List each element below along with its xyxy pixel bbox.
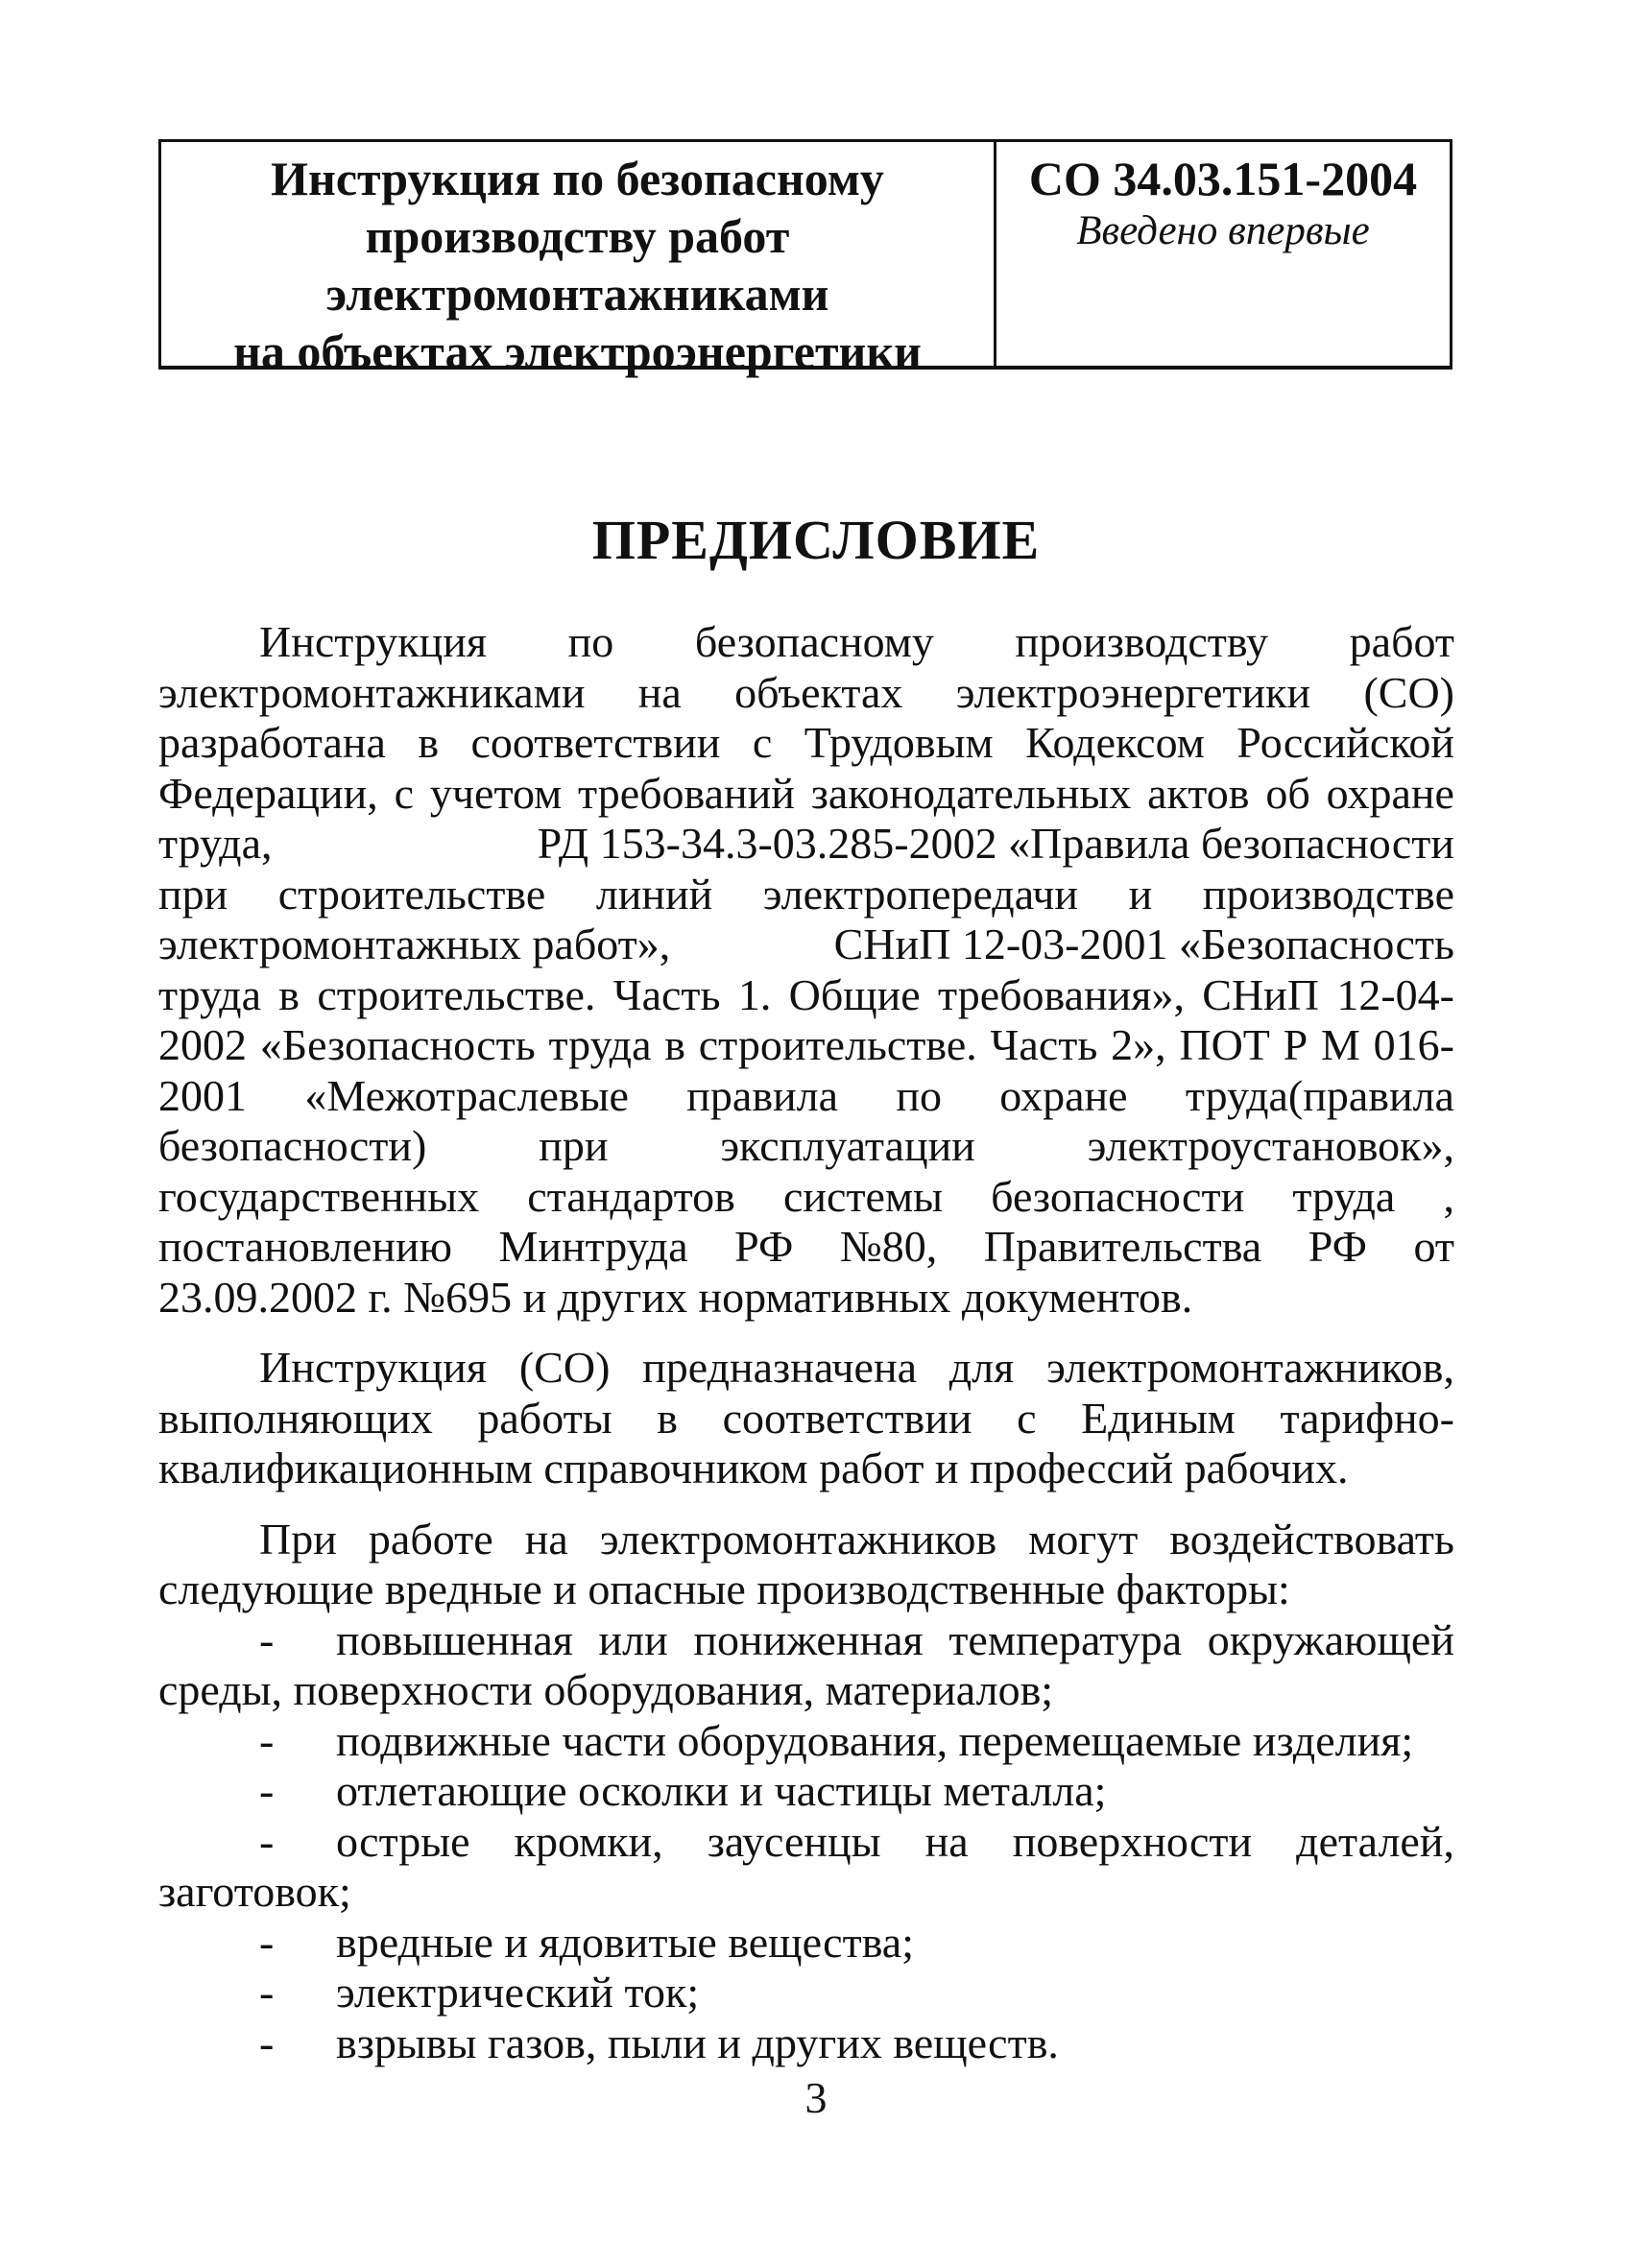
- word: от: [1413, 1222, 1454, 1271]
- word: электропередачи: [762, 869, 1079, 919]
- body-text: [158, 617, 1454, 2068]
- word: объектах: [734, 667, 903, 717]
- word: электромонтажных работ»,: [158, 919, 671, 968]
- text-line: [158, 919, 1454, 970]
- word: труда,: [158, 819, 273, 868]
- list-item: [158, 1817, 1454, 1868]
- word: на: [924, 1816, 969, 1866]
- paragraph-1-last-line: 23.09.2002 г. №695 и других нормативных документов.: [158, 1272, 1193, 1322]
- text-line: [158, 1343, 1454, 1394]
- word: 2001: [158, 1070, 247, 1120]
- word: труда: [1292, 1171, 1396, 1221]
- word: Федерации,: [158, 768, 378, 818]
- word: РФ: [734, 1222, 794, 1271]
- word: с: [394, 768, 415, 818]
- word: Р: [1283, 1020, 1308, 1069]
- word: 2002: [158, 1020, 247, 1069]
- bullet-dash: -: [259, 1917, 275, 1967]
- word: с: [1017, 1393, 1037, 1443]
- word: ПОТ: [1179, 1020, 1270, 1069]
- word: предназначена: [642, 1343, 917, 1392]
- list-item-continuation: заготовок;: [158, 1867, 351, 1916]
- word: поверхности: [1012, 1816, 1253, 1866]
- page-title: ПРЕДИСЛОВИЕ: [591, 509, 1041, 571]
- word: СНиП: [1202, 969, 1320, 1019]
- word: об: [1265, 768, 1310, 818]
- word: Часть: [612, 969, 721, 1019]
- word: законодательных: [810, 768, 1132, 818]
- word: Инструкция: [259, 1343, 488, 1392]
- text-line: [158, 769, 1454, 820]
- text-line: [158, 870, 1454, 920]
- word: безопасному: [694, 617, 934, 666]
- bullet-dash: -: [259, 1968, 275, 2017]
- word: требования»,: [938, 969, 1185, 1019]
- word: линий: [595, 869, 713, 919]
- word: №80,: [839, 1222, 938, 1271]
- bullet-dash: -: [259, 1614, 275, 1664]
- word: температура: [948, 1614, 1183, 1664]
- word: 2»,: [1111, 1020, 1166, 1069]
- word: работ: [1349, 617, 1454, 666]
- word: электромонтажников: [599, 1514, 997, 1564]
- word: актов: [1147, 768, 1250, 818]
- header-title-line: на объектах электроэнергетики: [233, 324, 922, 378]
- word: Российской: [1236, 718, 1454, 767]
- list-item-text: [336, 1817, 1454, 1868]
- text-line: [158, 1394, 1454, 1444]
- text-line: [158, 617, 1454, 668]
- word: деталей,: [1296, 1816, 1454, 1866]
- word: и: [1128, 869, 1153, 919]
- word: окружающей: [1207, 1614, 1454, 1664]
- word: СНиП 12-03-2001 «Безопасность: [833, 919, 1454, 968]
- word: по: [896, 1070, 942, 1120]
- word: работе: [368, 1514, 493, 1564]
- paragraph-1: [158, 617, 1454, 1273]
- word: разработана: [158, 718, 386, 767]
- word: Единым: [1081, 1393, 1236, 1443]
- word: учетом: [429, 768, 563, 818]
- word: электроэнергетики: [955, 667, 1311, 717]
- word: эксплуатации: [720, 1121, 975, 1170]
- word: строительстве.: [698, 1020, 977, 1069]
- word: на: [637, 667, 682, 717]
- list-item: [158, 1918, 1454, 1969]
- word: охране: [1326, 768, 1454, 818]
- word: или: [598, 1614, 668, 1664]
- header-code-cell: [996, 142, 1450, 366]
- word: постановлению: [158, 1222, 452, 1271]
- word: заусенцы: [707, 1816, 881, 1866]
- list-item-text: вредные и ядовитые вещества;: [336, 1917, 914, 1967]
- header-title-cell: [161, 142, 996, 378]
- word: Часть: [990, 1020, 1098, 1069]
- word: соответствии: [722, 1393, 972, 1443]
- word: в: [664, 1020, 685, 1069]
- word: Инструкция: [259, 617, 488, 666]
- word: труда(правила: [1185, 1070, 1454, 1120]
- header-table: [158, 139, 1452, 378]
- page-number: 3: [804, 2073, 828, 2122]
- document-code: СО 34.03.151-2004: [1028, 152, 1418, 205]
- header-title-line: производству работ: [365, 209, 790, 263]
- word: выполняющих: [158, 1393, 433, 1443]
- list-item-text: отлетающие осколки и частицы металла;: [336, 1766, 1107, 1815]
- bullet-dash: -: [259, 2017, 275, 2067]
- word: 12-04-: [1336, 969, 1454, 1019]
- word: Правительства: [983, 1222, 1262, 1271]
- word: строительстве.: [317, 969, 596, 1019]
- word: на: [524, 1514, 568, 1564]
- word: безопасности): [158, 1121, 427, 1170]
- word: При: [259, 1514, 337, 1564]
- bullet-dash: -: [259, 1816, 275, 1866]
- header-title-line: электромонтажниками: [325, 267, 829, 321]
- text-line: [158, 1071, 1454, 1122]
- list-item: [158, 1716, 1454, 1767]
- word: М: [1320, 1020, 1360, 1069]
- paragraph-2-last-line: квалификационным справочником работ и профессий рабочих.: [158, 1444, 1349, 1492]
- word: (СО): [1363, 667, 1454, 717]
- list-item-text: подвижные части оборудования, перемещаемые изделия;: [336, 1715, 1414, 1765]
- list-item-text: [336, 1615, 1454, 1666]
- word: РФ: [1308, 1222, 1367, 1271]
- list-item: [158, 1968, 1454, 2018]
- word: Минтруда: [498, 1222, 688, 1271]
- word: труда: [548, 1020, 652, 1069]
- list-item-text: электрический ток;: [336, 1968, 700, 2017]
- word: электромонтажников,: [1046, 1343, 1454, 1392]
- word: соответствии: [470, 718, 721, 767]
- word: Общие: [788, 969, 921, 1019]
- list-item: [158, 1615, 1454, 1666]
- text-line: [158, 970, 1454, 1021]
- text-line: [158, 668, 1454, 719]
- word: тарифно-: [1280, 1393, 1454, 1443]
- word: производству: [1015, 617, 1269, 666]
- text-line: [158, 718, 1454, 769]
- word: системы: [783, 1171, 943, 1221]
- word: строительстве: [277, 869, 546, 919]
- word: с: [752, 718, 773, 767]
- word: безопасности: [991, 1171, 1245, 1221]
- word: при: [158, 869, 228, 919]
- word: государственных: [158, 1171, 480, 1221]
- word: острые: [336, 1816, 470, 1866]
- paragraph-2: [158, 1343, 1454, 1444]
- paragraph-3-last-line: следующие вредные и опасные производственные факторы:: [158, 1564, 1290, 1613]
- word: пониженная: [693, 1614, 924, 1664]
- word: труда: [158, 969, 261, 1019]
- word: могут: [1028, 1514, 1139, 1564]
- word: в: [278, 969, 300, 1019]
- list-item: [158, 1766, 1454, 1817]
- word: ,: [1443, 1171, 1454, 1221]
- text-line: [158, 1222, 1454, 1273]
- word: для: [948, 1343, 1015, 1392]
- text-line: [158, 1020, 1454, 1071]
- word: правила: [686, 1070, 839, 1120]
- word: производстве: [1202, 869, 1454, 919]
- word: «Межотраслевые: [304, 1070, 629, 1120]
- word: Трудовым: [804, 718, 994, 767]
- bullet-dash: -: [259, 1766, 275, 1815]
- list-item-continuation: среды, поверхности оборудования, материалов;: [158, 1665, 1054, 1714]
- word: (СО): [518, 1343, 611, 1392]
- word: по: [567, 617, 614, 666]
- header-title-line: Инструкция по безопасному: [271, 152, 884, 205]
- word: РД 153-34.3-03.285-2002 «Правила безопасности: [537, 819, 1454, 868]
- text-line: [158, 1172, 1454, 1223]
- bullet-dash: -: [259, 1715, 275, 1765]
- paragraph-3: [158, 1515, 1454, 1565]
- word: Кодексом: [1025, 718, 1205, 767]
- word: 016-: [1373, 1020, 1454, 1069]
- word: работы: [477, 1393, 612, 1443]
- word: требований: [578, 768, 795, 818]
- word: электромонтажниками: [158, 667, 586, 717]
- word: охране: [999, 1070, 1128, 1120]
- word: «Безопасность: [259, 1020, 536, 1069]
- word: в: [657, 1393, 678, 1443]
- word: при: [539, 1121, 609, 1170]
- text-line: [158, 1121, 1454, 1172]
- document-note: Введено впервые: [1076, 208, 1370, 253]
- word: кромки,: [514, 1816, 663, 1866]
- text-line: [158, 819, 1454, 870]
- word: повышенная: [336, 1614, 573, 1664]
- text-line: [158, 1515, 1454, 1565]
- word: воздействовать: [1169, 1514, 1454, 1564]
- word: электроустановок»,: [1087, 1121, 1454, 1170]
- word: стандартов: [527, 1171, 735, 1221]
- list-item: [158, 2018, 1454, 2069]
- word: 1.: [737, 969, 772, 1019]
- word: в: [418, 718, 440, 767]
- list-item-text: взрывы газов, пыли и других веществ.: [336, 2017, 1059, 2067]
